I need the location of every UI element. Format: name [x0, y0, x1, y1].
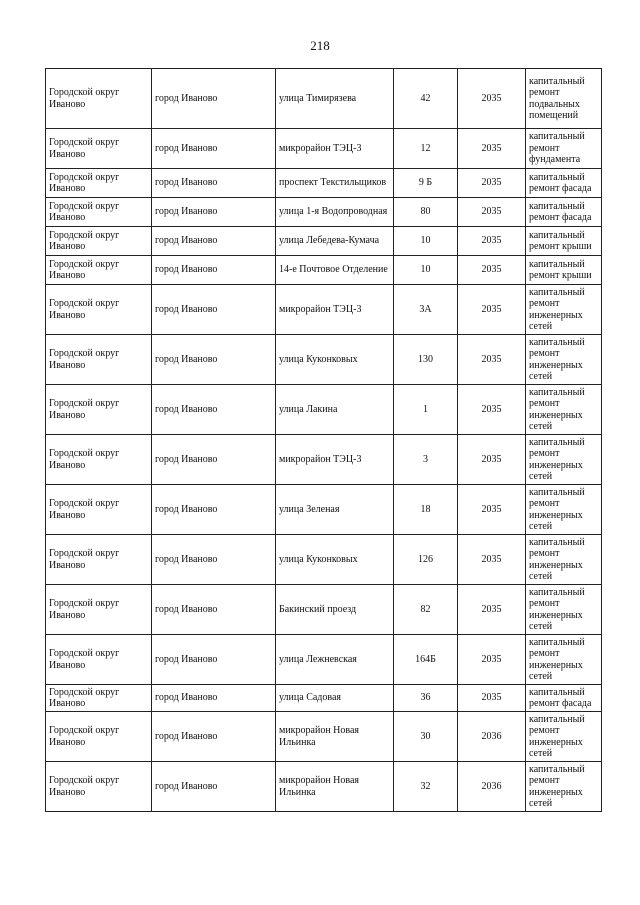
- street-cell: улица Лакина: [276, 385, 394, 435]
- table-row: [46, 435, 602, 485]
- street-cell: 14-е Почтовое Отделение: [276, 256, 394, 285]
- year-cell: 2035: [458, 69, 526, 129]
- work-cell: капитальный ремонт фасада: [526, 198, 602, 227]
- street-cell: улица Садовая: [276, 685, 394, 712]
- street-cell: улица Лежневская: [276, 635, 394, 685]
- work-cell: капитальный ремонт подвальных помещений: [526, 69, 602, 129]
- street-cell: улица Куконковых: [276, 535, 394, 585]
- house-cell: 130: [394, 335, 458, 385]
- table-row: [46, 685, 602, 712]
- district-cell: Городской округ Иваново: [46, 129, 152, 169]
- house-cell: 164Б: [394, 635, 458, 685]
- table-row: [46, 535, 602, 585]
- work-cell: капитальный ремонт инженерных сетей: [526, 762, 602, 812]
- table-row: [46, 69, 602, 129]
- city-cell: город Иваново: [152, 585, 276, 635]
- city-cell: город Иваново: [152, 335, 276, 385]
- table-row: [46, 762, 602, 812]
- work-cell: капитальный ремонт инженерных сетей: [526, 285, 602, 335]
- street-cell: улица Зеленая: [276, 485, 394, 535]
- district-cell: Городской округ Иваново: [46, 256, 152, 285]
- year-cell: 2035: [458, 535, 526, 585]
- city-cell: город Иваново: [152, 256, 276, 285]
- table-row: [46, 285, 602, 335]
- work-cell: капитальный ремонт инженерных сетей: [526, 712, 602, 762]
- table-row: [46, 227, 602, 256]
- house-cell: 18: [394, 485, 458, 535]
- street-cell: улица Лебедева-Кумача: [276, 227, 394, 256]
- district-cell: Городской округ Иваново: [46, 535, 152, 585]
- street-cell: микрорайон Новая Ильинка: [276, 712, 394, 762]
- work-cell: капитальный ремонт инженерных сетей: [526, 635, 602, 685]
- city-cell: город Иваново: [152, 535, 276, 585]
- table-row: [46, 129, 602, 169]
- district-cell: Городской округ Иваново: [46, 585, 152, 635]
- city-cell: город Иваново: [152, 129, 276, 169]
- street-cell: микрорайон ТЭЦ-3: [276, 285, 394, 335]
- house-cell: 32: [394, 762, 458, 812]
- house-cell: 3А: [394, 285, 458, 335]
- district-cell: Городской округ Иваново: [46, 385, 152, 435]
- district-cell: Городской округ Иваново: [46, 227, 152, 256]
- city-cell: город Иваново: [152, 485, 276, 535]
- city-cell: город Иваново: [152, 227, 276, 256]
- table-row: [46, 256, 602, 285]
- year-cell: 2036: [458, 712, 526, 762]
- district-cell: Городской округ Иваново: [46, 169, 152, 198]
- year-cell: 2035: [458, 198, 526, 227]
- street-cell: улица Тимирязева: [276, 69, 394, 129]
- city-cell: город Иваново: [152, 762, 276, 812]
- district-cell: Городской округ Иваново: [46, 485, 152, 535]
- work-cell: капитальный ремонт инженерных сетей: [526, 435, 602, 485]
- table-row: [46, 635, 602, 685]
- year-cell: 2035: [458, 256, 526, 285]
- city-cell: город Иваново: [152, 198, 276, 227]
- table-row: [46, 585, 602, 635]
- district-cell: Городской округ Иваново: [46, 285, 152, 335]
- district-cell: Городской округ Иваново: [46, 435, 152, 485]
- year-cell: 2035: [458, 485, 526, 535]
- year-cell: 2035: [458, 227, 526, 256]
- district-cell: Городской округ Иваново: [46, 762, 152, 812]
- work-cell: капитальный ремонт инженерных сетей: [526, 335, 602, 385]
- city-cell: город Иваново: [152, 285, 276, 335]
- house-cell: 12: [394, 129, 458, 169]
- district-cell: Городской округ Иваново: [46, 685, 152, 712]
- city-cell: город Иваново: [152, 69, 276, 129]
- street-cell: улица Куконковых: [276, 335, 394, 385]
- work-cell: капитальный ремонт инженерных сетей: [526, 535, 602, 585]
- district-cell: Городской округ Иваново: [46, 712, 152, 762]
- house-cell: 9 Б: [394, 169, 458, 198]
- year-cell: 2035: [458, 335, 526, 385]
- year-cell: 2036: [458, 762, 526, 812]
- street-cell: микрорайон ТЭЦ-3: [276, 435, 394, 485]
- repair-schedule-table: [45, 68, 602, 812]
- year-cell: 2035: [458, 285, 526, 335]
- table-row: [46, 169, 602, 198]
- city-cell: город Иваново: [152, 712, 276, 762]
- house-cell: 80: [394, 198, 458, 227]
- table-row: [46, 335, 602, 385]
- street-cell: Бакинский проезд: [276, 585, 394, 635]
- city-cell: город Иваново: [152, 385, 276, 435]
- year-cell: 2035: [458, 129, 526, 169]
- city-cell: город Иваново: [152, 685, 276, 712]
- work-cell: капитальный ремонт крыши: [526, 227, 602, 256]
- table-row: [46, 485, 602, 535]
- district-cell: Городской округ Иваново: [46, 335, 152, 385]
- city-cell: город Иваново: [152, 435, 276, 485]
- year-cell: 2035: [458, 585, 526, 635]
- district-cell: Городской округ Иваново: [46, 69, 152, 129]
- table-row: [46, 198, 602, 227]
- street-cell: улица 1-я Водопроводная: [276, 198, 394, 227]
- work-cell: капитальный ремонт инженерных сетей: [526, 485, 602, 535]
- district-cell: Городской округ Иваново: [46, 198, 152, 227]
- house-cell: 42: [394, 69, 458, 129]
- year-cell: 2035: [458, 635, 526, 685]
- house-cell: 82: [394, 585, 458, 635]
- work-cell: капитальный ремонт инженерных сетей: [526, 385, 602, 435]
- table-row: [46, 385, 602, 435]
- house-cell: 126: [394, 535, 458, 585]
- year-cell: 2035: [458, 169, 526, 198]
- year-cell: 2035: [458, 685, 526, 712]
- city-cell: город Иваново: [152, 169, 276, 198]
- city-cell: город Иваново: [152, 635, 276, 685]
- house-cell: 3: [394, 435, 458, 485]
- district-cell: Городской округ Иваново: [46, 635, 152, 685]
- work-cell: капитальный ремонт инженерных сетей: [526, 585, 602, 635]
- street-cell: проспект Текстильщиков: [276, 169, 394, 198]
- year-cell: 2035: [458, 435, 526, 485]
- page-number: 218: [310, 38, 330, 53]
- street-cell: микрорайон Новая Ильинка: [276, 762, 394, 812]
- house-cell: 1: [394, 385, 458, 435]
- work-cell: капитальный ремонт фундамента: [526, 129, 602, 169]
- table-row: [46, 712, 602, 762]
- house-cell: 36: [394, 685, 458, 712]
- house-cell: 30: [394, 712, 458, 762]
- year-cell: 2035: [458, 385, 526, 435]
- work-cell: капитальный ремонт крыши: [526, 256, 602, 285]
- street-cell: микрорайон ТЭЦ-3: [276, 129, 394, 169]
- work-cell: капитальный ремонт фасада: [526, 169, 602, 198]
- house-cell: 10: [394, 227, 458, 256]
- house-cell: 10: [394, 256, 458, 285]
- work-cell: капитальный ремонт фасада: [526, 685, 602, 712]
